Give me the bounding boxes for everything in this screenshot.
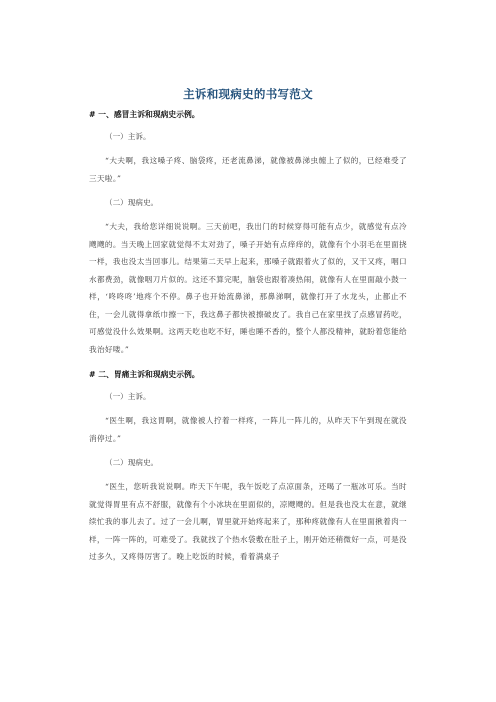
chief-complaint-label: （一）主诉。 <box>105 392 151 401</box>
chief-complaint-text: “大夫啊，我这嗓子疼、脑袋疼，还老流鼻涕，就像被鼻涕虫缠上了似的，已经难受了三天啦。” <box>89 156 407 183</box>
history-label: （二）现病史。 <box>105 458 159 467</box>
section-stomach <box>89 365 407 566</box>
history-text: “大夫，我给您详细说说啊。三天前吧，我出门的时候穿得可能有点少，就感觉有点冷飕飕的。当天晚上回家就觉得不太对劲了，嗓子开始有点痒痒的，就像有个小羽毛在里面挠一样，我也没太当回事儿。结果第二天早上起来，那嗓子就跟着火了似的，又干又疼，咽口水都费劲，就像咽刀片似的。这还不算完呢，脑袋也跟着凑热闹，就像有人在里面敲小鼓一样，‘咚咚咚’地疼个不停。鼻子也开始流鼻涕，那鼻涕啊，就像打开了水龙头，止都止不住，一会儿就得拿纸巾擦一下，我这鼻子都快被擦破皮了。我自己在家里找了点感冒药吃，可感觉没什么效果啊。这两天吃也吃不好，睡也睡不香的，整个人都没精神，就盼着您能给我治好喽。” <box>89 222 407 354</box>
document-body <box>89 105 407 573</box>
history-text: “医生，您听我说说啊。昨天下午呢，我午饭吃了点凉面条，还喝了一瓶冰可乐。当时就觉得胃里有点不舒服，就像有个小冰块在里面似的，凉飕飕的。但是我也没太在意，就继续忙我的事儿去了。过了一会儿啊，胃里就开始疼起来了，那种疼就像有人在里面揪着肉一样，一阵一阵的，可难受了。我就找了个热水袋敷在肚子上，刚开始还稍微好一点，可是没过多久，又疼得厉害了。晚上吃饭的时候，看着满桌子 <box>89 482 407 561</box>
chief-complaint-text: “医生啊，我这胃啊，就像被人拧着一样疼，一阵儿一阵儿的，从昨天下午到现在就没消停过。” <box>89 416 407 443</box>
section-cold <box>89 105 407 358</box>
section-heading: # 二、胃痛主诉和现病史示例。 <box>89 370 200 379</box>
section-heading: # 一、感冒主诉和现病史示例。 <box>89 110 200 119</box>
chief-complaint-label: （一）主诉。 <box>105 132 151 141</box>
document-title: 主诉和现病史的书写范文 <box>183 87 313 101</box>
history-label: （二）现病史。 <box>105 198 159 207</box>
